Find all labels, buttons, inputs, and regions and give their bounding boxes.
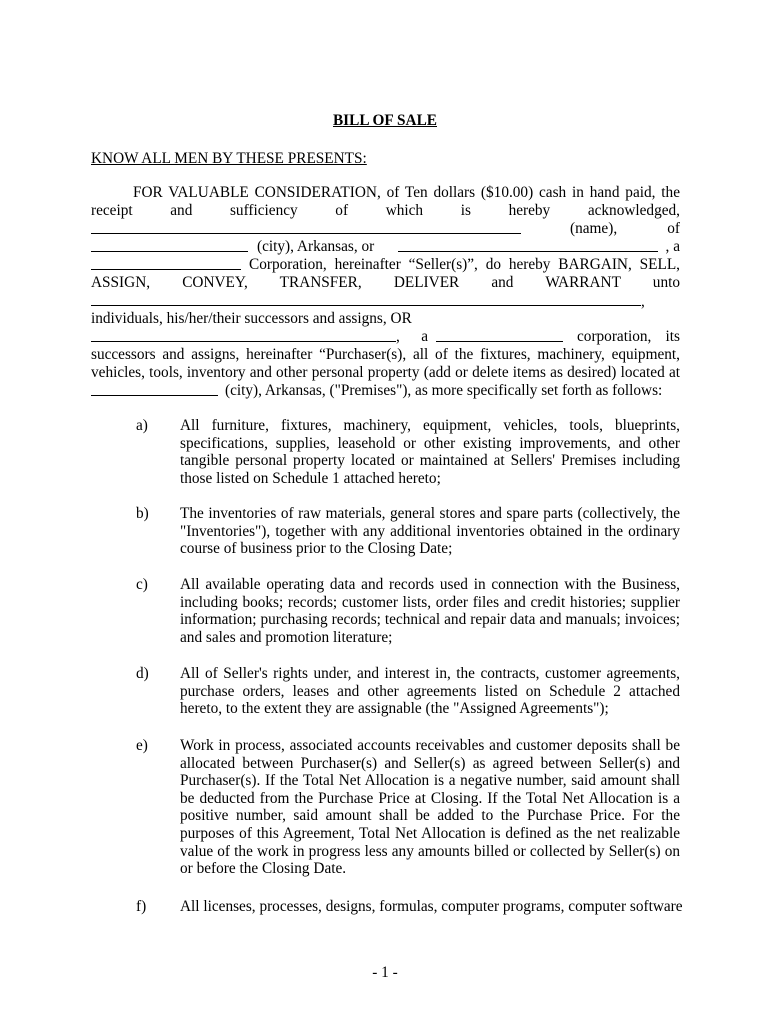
item-line: tangible personal property located or maintained at Sellers' Premises including	[180, 452, 680, 470]
item-line: All licenses, processes, designs, formulas, computer programs, computer software	[180, 898, 683, 915]
name-label: (name), of	[570, 220, 680, 237]
comma-label: ,	[641, 293, 645, 310]
corporation-its-label: corporation, its	[577, 328, 680, 345]
preamble	[91, 150, 367, 168]
item-label: b)	[136, 505, 149, 522]
item-text	[180, 576, 680, 646]
item-text	[180, 505, 680, 558]
seller-state-blank[interactable]	[91, 256, 241, 270]
item-text	[180, 417, 680, 487]
document-title: BILL OF SALE	[332, 112, 437, 129]
seller-city-blank[interactable]	[91, 238, 248, 252]
item-label: a)	[136, 417, 148, 434]
preamble-text: KNOW ALL MEN BY THESE PRESENTS:	[91, 150, 367, 167]
item-label: d)	[136, 665, 149, 682]
item-line: those listed on Schedule 1 attached hereto;	[180, 469, 441, 487]
page-number: - 1 -	[372, 964, 398, 981]
consideration-line-1: FOR VALUABLE CONSIDERATION, of Ten dollars ($10.00) cash in hand paid, the	[133, 184, 680, 201]
item-line: course of business prior to the Closing Date;	[180, 540, 453, 558]
purchaser-individuals-blank[interactable]	[91, 292, 641, 306]
item-line: All furniture, fixtures, machinery, equipment, vehicles, tools, blueprints,	[180, 417, 680, 434]
purchaser-line-1: successors and assigns, hereinafter “Purchaser(s), all of the fixtures, machinery, equipment,	[91, 346, 680, 363]
seller-city-line	[91, 238, 680, 256]
item-line: hereto, to the extent they are assignable (the "Assigned Agreements");	[180, 700, 609, 718]
item-line: positive number, said amount shall be added to the Purchase Price. For the	[180, 807, 680, 825]
seller-name-blank[interactable]	[91, 220, 521, 234]
item-text	[180, 665, 680, 718]
item-line: The inventories of raw materials, general stores and spare parts (collectively, the	[180, 505, 680, 522]
item-line: Work in process, associated accounts receivables and customer deposits shall be	[180, 737, 680, 754]
item-label: e)	[136, 737, 148, 754]
item-line: specifications, supplies, leasehold or other existing improvements, and other	[180, 434, 680, 452]
city-arkansas-or-label: (city), Arkansas, or	[257, 238, 375, 255]
item-line: and sales and promotion literature;	[180, 628, 393, 646]
item-line: All available operating data and records used in connection with the Business,	[180, 576, 680, 593]
item-line: including books; records; customer lists, order files and credit histories; supplier	[180, 593, 680, 611]
purchaser-state-blank[interactable]	[436, 328, 563, 342]
purchaser-individuals-line	[91, 292, 680, 310]
item-line: allocated between Purchaser(s) and Seller(s) as agreed between Seller(s) and	[180, 754, 680, 772]
comma-a-label: , a	[665, 238, 680, 255]
item-line: purposes of this Agreement, Total Net Allocation is defined as the net realizable	[180, 824, 680, 842]
item-label: c)	[136, 576, 148, 593]
purchaser-corporation-line	[91, 328, 680, 346]
item-line: information; purchasing records; technical and repair data and manuals; invoices;	[180, 611, 680, 629]
purchaser-line-2: vehicles, tools, inventory and other personal property (add or delete items as desired) located at	[91, 364, 680, 381]
premises-city-blank[interactable]	[91, 382, 218, 396]
purchaser-corporation-name-blank[interactable]	[91, 328, 396, 342]
assign-line: ASSIGN, CONVEY, TRANSFER, DELIVER and WARRANT unto	[91, 274, 680, 291]
item-text	[180, 737, 680, 878]
item-line: All of Seller's rights under, and interest in, the contracts, customer agreements,	[180, 665, 680, 682]
item-label: f)	[136, 898, 147, 915]
item-line: or before the Closing Date.	[180, 860, 347, 878]
consideration-line-2: receipt and sufficiency of which is hereby acknowledged,	[91, 202, 680, 219]
seller-corporation-line	[91, 256, 680, 274]
individuals-line: individuals, his/her/their successors and assigns, OR	[91, 310, 412, 327]
item-line: purchase orders, leases and other agreements listed on Schedule 2 attached	[180, 682, 680, 700]
corp-comma-a-label: , a	[396, 328, 428, 345]
item-line: "Inventories"), together with any additional inventories obtained in the ordinary	[180, 522, 680, 540]
seller-corporation-name-blank[interactable]	[398, 238, 658, 252]
corporation-seller-text: Corporation, hereinafter “Seller(s)”, do hereby BARGAIN, SELL,	[249, 256, 680, 273]
premises-line	[91, 382, 680, 400]
seller-name-line	[91, 220, 680, 238]
item-line: be deducted from the Purchase Price at Closing. If the Total Net Allocation is a	[180, 789, 680, 807]
item-line: value of the work in progress less any amounts billed or collected by Seller(s) on	[180, 842, 680, 860]
premises-text: (city), Arkansas, ("Premises"), as more specifically set forth as follows:	[225, 382, 663, 399]
item-line: Purchaser(s). If the Total Net Allocation is a negative number, said amount shall	[180, 772, 680, 790]
item-text	[180, 898, 683, 916]
